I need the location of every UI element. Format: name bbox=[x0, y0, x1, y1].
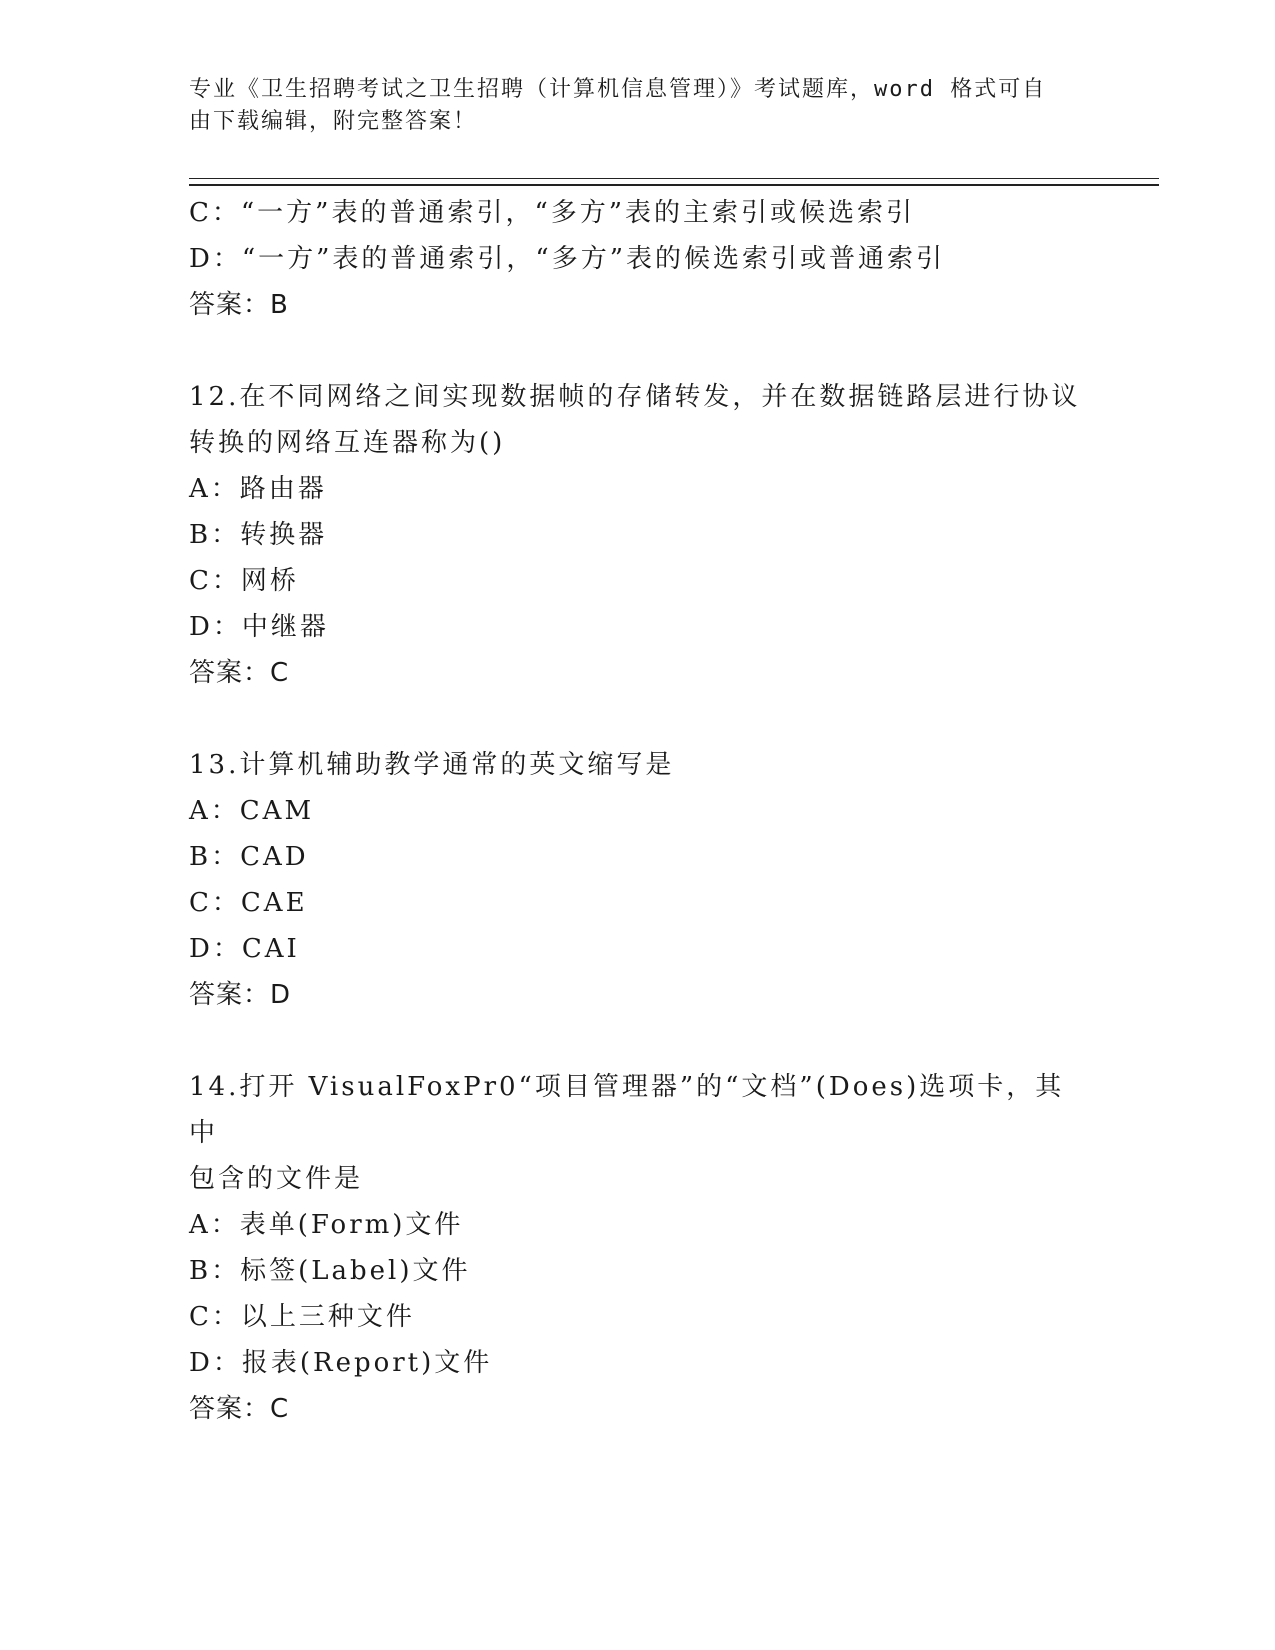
question-stem-line-2: 转换的网络互连器称为() bbox=[189, 428, 506, 458]
prev-question-answer: 答案：B bbox=[189, 290, 289, 320]
option-b: B：转换器 bbox=[189, 520, 328, 550]
option-d: D：报表(Report)文件 bbox=[189, 1348, 493, 1378]
question-stem-line-2: 包含的文件是 bbox=[189, 1164, 364, 1194]
spacer bbox=[189, 696, 1089, 742]
option-d: D：中继器 bbox=[189, 612, 329, 642]
question-answer: 答案：D bbox=[189, 980, 292, 1010]
option-d: D：“一方”表的普通索引，“多方”表的候选索引或普通索引 bbox=[189, 244, 946, 274]
document-body bbox=[189, 190, 1089, 1432]
question-stem-line-1: 12.在不同网络之间实现数据帧的存储转发，并在数据链路层进行协议 bbox=[189, 382, 1081, 412]
question-12 bbox=[189, 374, 1089, 696]
question-14 bbox=[189, 1064, 1089, 1432]
option-a: A：路由器 bbox=[189, 474, 327, 504]
question-answer: 答案：C bbox=[189, 658, 290, 688]
question-13 bbox=[189, 742, 1089, 1018]
header-divider-thin bbox=[189, 178, 1159, 179]
prev-question-options bbox=[189, 190, 1089, 282]
option-a: A：CAM bbox=[189, 796, 315, 826]
question-answer: 答案：C bbox=[189, 1394, 290, 1424]
option-c: C：以上三种文件 bbox=[189, 1302, 415, 1332]
spacer bbox=[189, 1018, 1089, 1064]
option-c: C：“一方”表的普通索引，“多方”表的主索引或候选索引 bbox=[189, 198, 916, 228]
option-c: C：网桥 bbox=[189, 566, 299, 596]
header-divider-thick bbox=[189, 184, 1159, 186]
header-line-1: 专业《卫生招聘考试之卫生招聘（计算机信息管理）》考试题库，word 格式可自 bbox=[189, 77, 1047, 102]
option-d: D：CAI bbox=[189, 934, 300, 964]
option-c: C：CAE bbox=[189, 888, 308, 918]
option-b: B：标签(Label)文件 bbox=[189, 1256, 471, 1286]
document-header bbox=[189, 74, 1089, 138]
option-b: B：CAD bbox=[189, 842, 309, 872]
option-a: A：表单(Form)文件 bbox=[189, 1210, 464, 1240]
spacer bbox=[189, 328, 1089, 374]
header-line-2: 由下载编辑，附完整答案！ bbox=[189, 109, 478, 134]
question-stem-line-1: 14.打开 VisualFoxPr0“项目管理器”的“文档”(Does)选项卡，其中 bbox=[189, 1072, 1065, 1148]
question-stem-line-1: 13.计算机辅助教学通常的英文缩写是 bbox=[189, 750, 675, 780]
